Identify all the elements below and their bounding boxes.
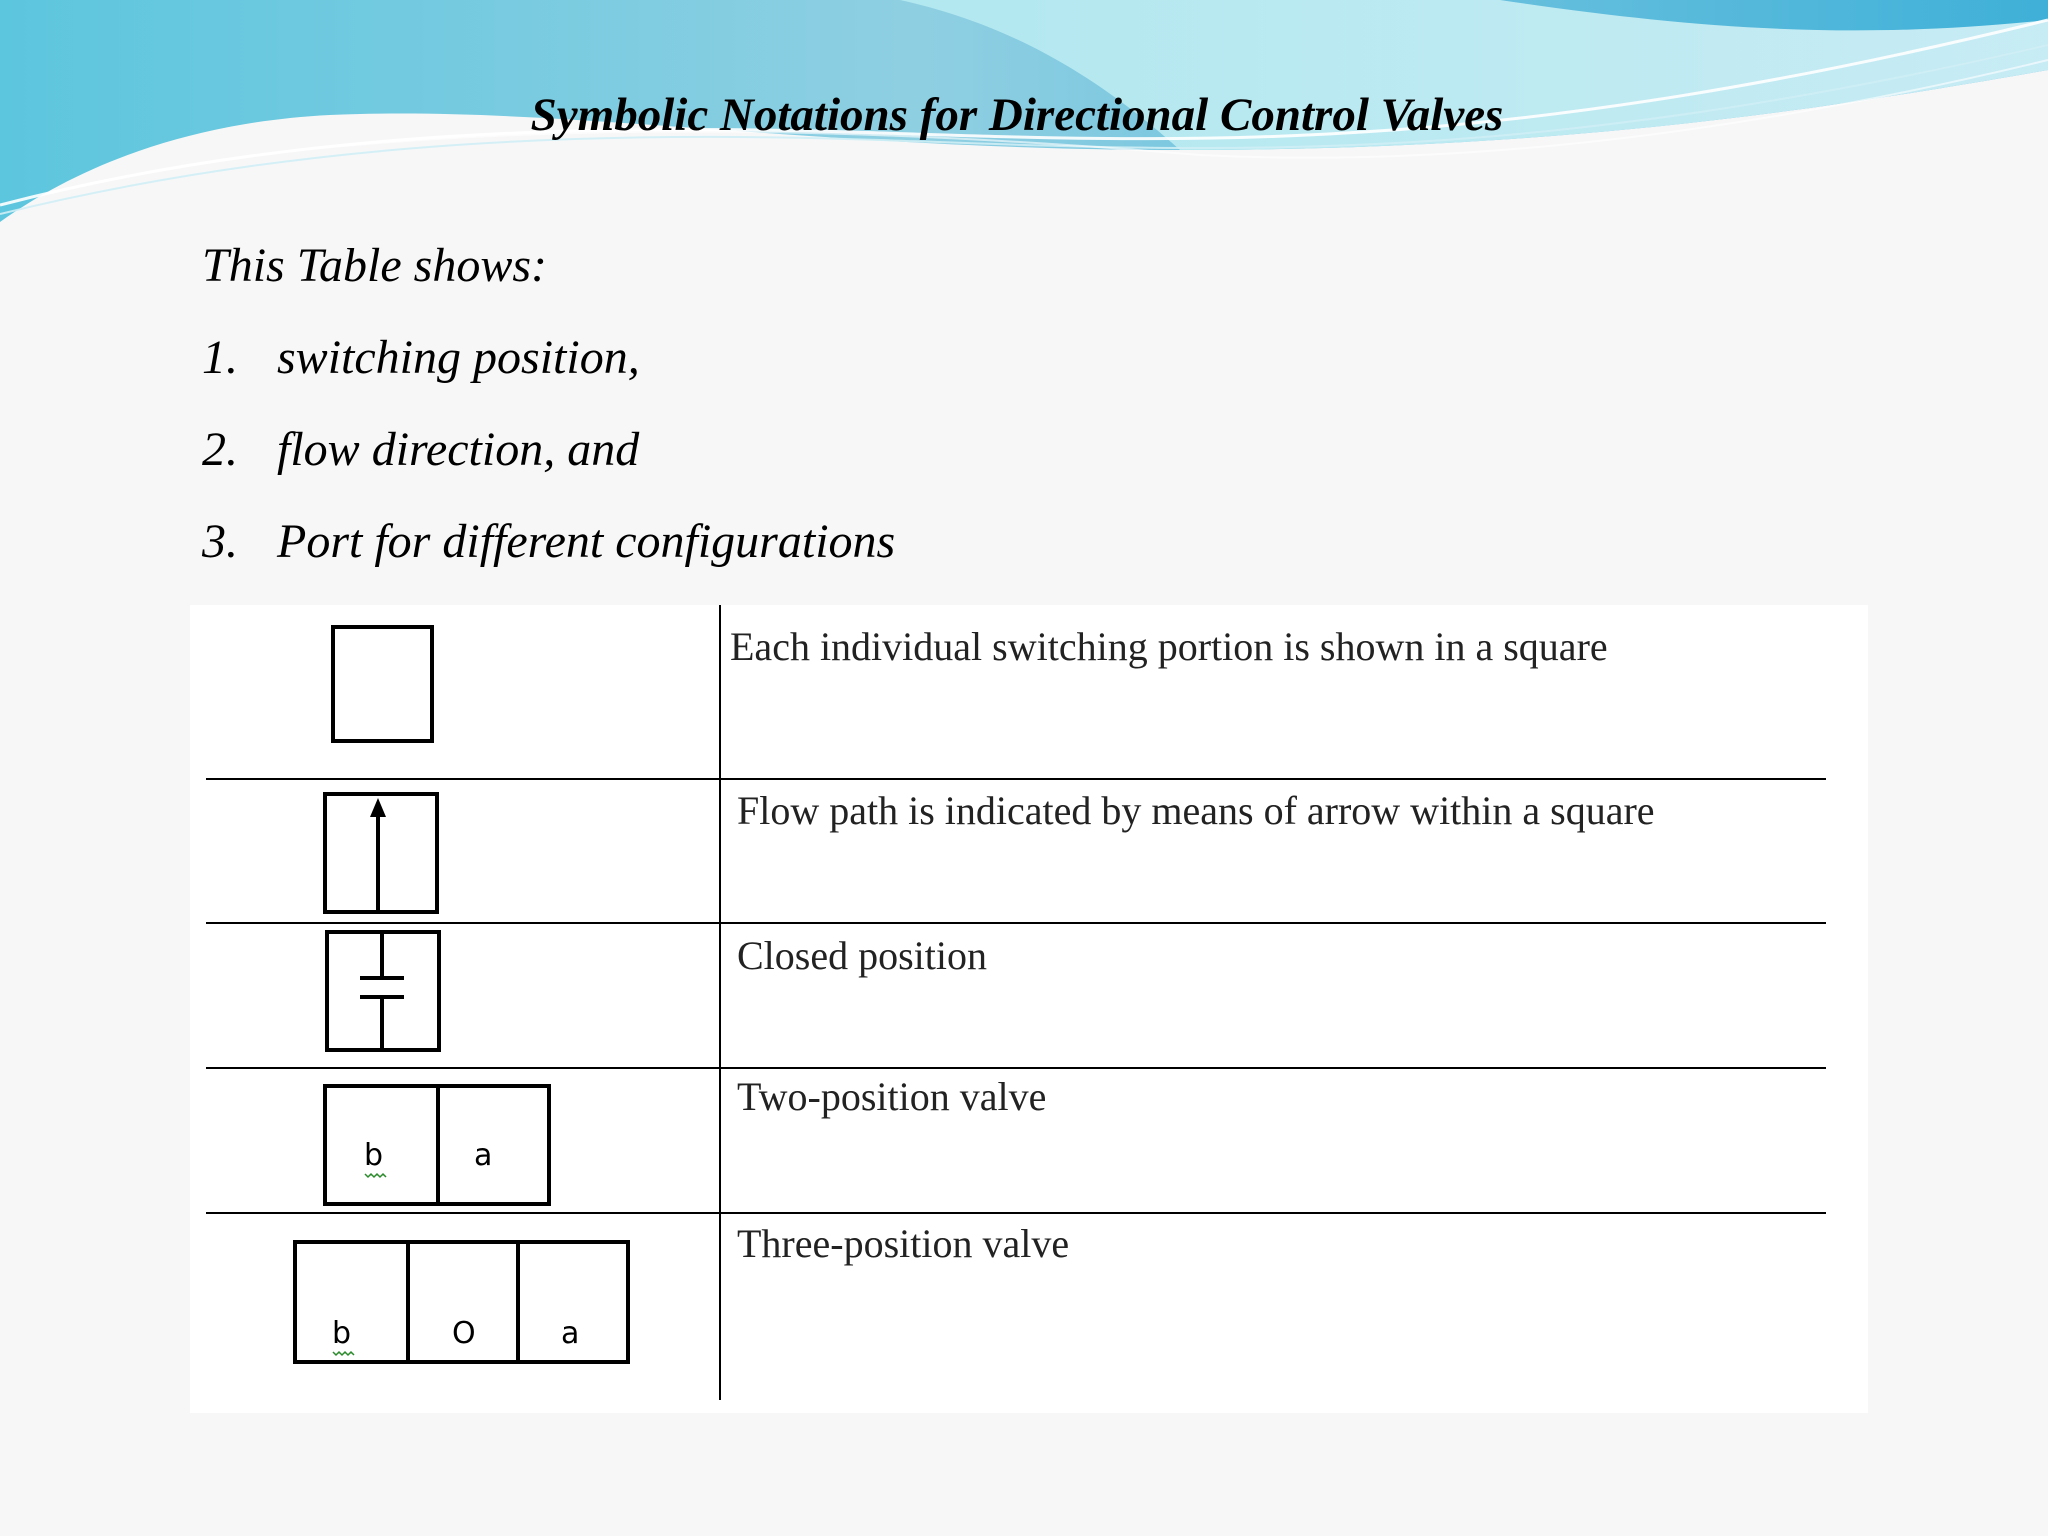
list-item-text: Port for different configurations xyxy=(277,515,896,568)
row-description: Flow path is indicated by means of arrow within a square xyxy=(737,788,1655,833)
slide-title: Symbolic Notations for Directional Control Valves xyxy=(530,89,1504,141)
row-description: Three-position valve xyxy=(737,1221,1070,1266)
symbol-table xyxy=(190,605,1868,1413)
list-item-text: switching position, xyxy=(277,331,640,384)
valve-position-label: b xyxy=(332,1316,352,1351)
three-position-valve-icon xyxy=(295,1242,628,1362)
list-item-number: 3. xyxy=(202,515,238,568)
closed-position-icon xyxy=(327,932,439,1050)
single-square-icon xyxy=(333,627,432,741)
list-item-text: flow direction, and xyxy=(277,423,640,476)
flow-arrow-icon xyxy=(325,794,437,912)
list-item xyxy=(202,422,895,514)
intro-text: This Table shows: xyxy=(202,239,547,292)
list-item xyxy=(202,514,895,606)
row-description: Two-position valve xyxy=(737,1074,1047,1119)
row-description: Closed position xyxy=(737,933,988,978)
symbol-table-grid xyxy=(190,605,1868,1413)
row-description: Each individual switching portion is shown in a square xyxy=(730,624,1608,669)
list-item xyxy=(202,330,895,422)
valve-position-label: b xyxy=(364,1138,384,1173)
valve-position-label: a xyxy=(474,1138,493,1173)
valve-position-label: O xyxy=(452,1316,476,1351)
valve-position-label: a xyxy=(561,1316,580,1351)
list-item-number: 1. xyxy=(202,331,238,384)
points-list xyxy=(202,330,895,606)
list-item-number: 2. xyxy=(202,423,238,476)
two-position-valve-icon xyxy=(325,1086,549,1204)
